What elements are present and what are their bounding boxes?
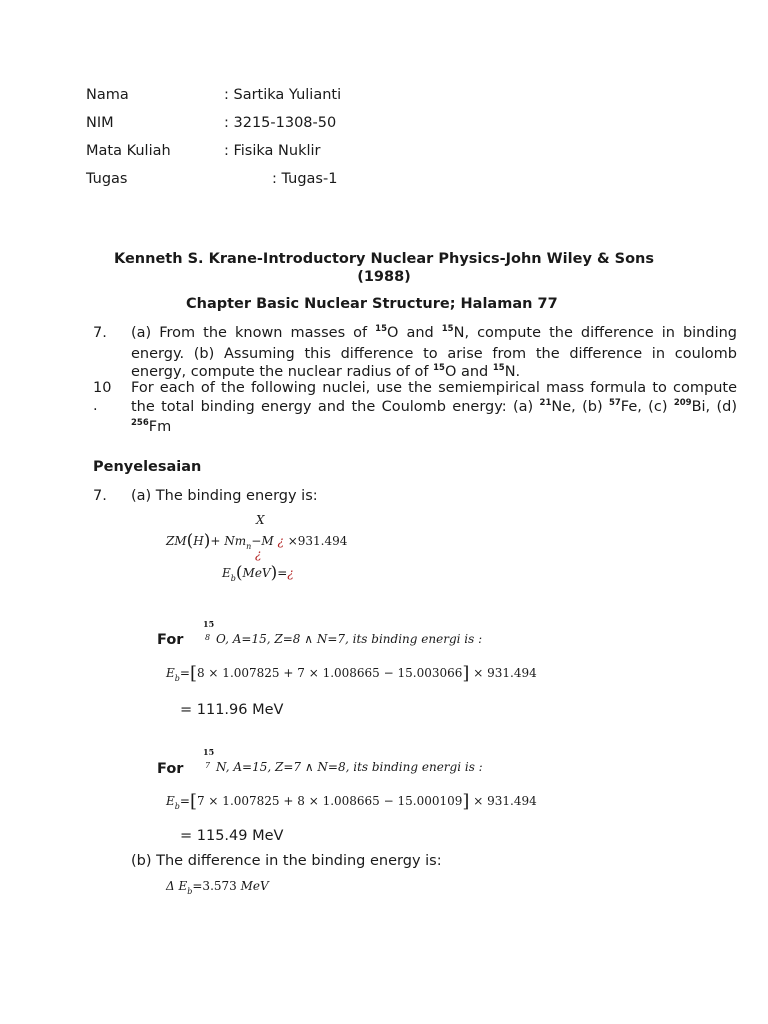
nama-value: : Sartika Yulianti xyxy=(224,87,342,103)
solution-7-number: 7. xyxy=(93,488,107,504)
book-title-line2: (1988) xyxy=(357,269,411,285)
n15-result: = 115.49 MeV xyxy=(180,828,284,844)
problem-7-number: 7. xyxy=(93,325,107,341)
problem-10-number-dot: . xyxy=(93,398,98,414)
tugas-value: : Tugas-1 xyxy=(272,171,338,187)
mata-kuliah-value: : Fisika Nuklir xyxy=(224,143,321,159)
problem-10-number: 10 xyxy=(93,380,112,396)
nim-label: NIM xyxy=(86,115,114,131)
formula-odd-mark: ¿ xyxy=(255,547,262,561)
n15-equation: $E_b=[7 \times 1.007825 + 8 \times 1.008665 - 15.000109] \times 931.494$ xyxy=(166,791,537,812)
o15-condition: 15 8 O, A=15, Z=8 ∧ N=7, its binding energi is : xyxy=(203,619,483,646)
mata-kuliah-label: Mata Kuliah xyxy=(86,143,171,159)
nim-value: : 3215-1308-50 xyxy=(224,115,337,131)
nama-label: Nama xyxy=(86,87,129,103)
chapter-title: Chapter Basic Nuclear Structure; Halaman 77 xyxy=(186,296,558,312)
formula-x-top: X xyxy=(256,513,265,527)
formula-eb-line: $E_b(MeV)=¿$ xyxy=(222,563,294,583)
solution-b-intro: (b) The difference in the binding energy is: xyxy=(131,853,442,869)
solution-heading: Penyelesaian xyxy=(93,459,202,475)
tugas-label: Tugas xyxy=(86,171,128,187)
for-n15-line: For xyxy=(157,761,184,777)
n15-condition: 15 7 N, A=15, Z=7 ∧ N=8, its binding energi is : xyxy=(203,747,483,774)
problem-10-text: For each of the following nuclei, use the semiempirical mass formula to compute the total binding energy and the Coulomb energy: (a) $^{21}$Ne, (b) $^{57}$Fe, (c) $^{209}$Bi, (d) $^{256}$Fm xyxy=(131,380,737,435)
formula-line: $ZM(H)+ Nm_n-M$ ¿ ×931.494 xyxy=(166,531,348,551)
problem-7-text: (a) From the known masses of $^{15}$O and $^{15}$N, compute the difference in binding energy. (b) Assuming this difference to arise from the difference in coulomb energy, compute the nuclear radius of of $^{15}$O and $^{15}$N. xyxy=(131,324,737,380)
for-o15-line: For xyxy=(157,632,184,648)
delta-eb-equation: Δ $E_b=3.573$ MeV xyxy=(166,879,269,896)
book-title-line1: Kenneth S. Krane-Introductory Nuclear Physics-John Wiley & Sons xyxy=(113,251,654,267)
o15-equation: $E_b=[8 \times 1.007825 + 7 \times 1.008665 - 15.003066] \times 931.494$ xyxy=(166,663,537,684)
solution-a-intro: (a) The binding energy is: xyxy=(131,488,318,504)
o15-result: = 111.96 MeV xyxy=(180,702,284,718)
